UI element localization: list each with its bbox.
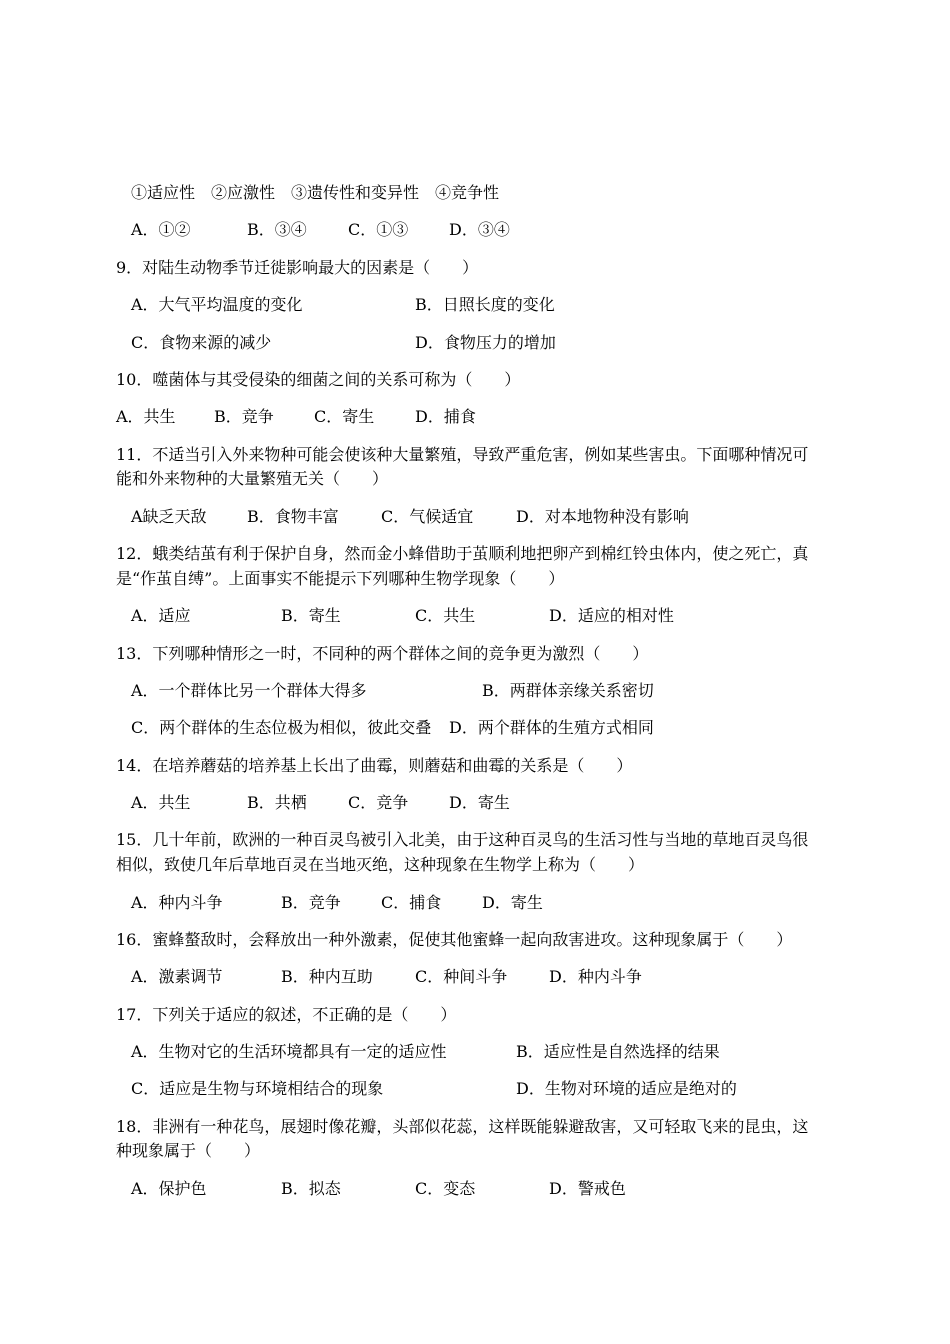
q15-option-b: B．竞争 [281,893,341,912]
q12-stem-line1: 12．蛾类结茧有利于保护自身，然而金小蜂借助于茧顺利地把卵产到棉红铃虫体内，使之死亡，真 [116,544,809,563]
q10-option-a: A．共生 [116,407,176,426]
q13-stem: 13．下列哪种情形之一时，不同种的两个群体之间的竞争更为激烈（ ） [116,644,649,663]
q9-option-a: A．大气平均温度的变化 [131,295,303,314]
q9-option-d: D．食物压力的增加 [415,333,556,352]
q14-option-b: B．共栖 [247,793,307,812]
q10-stem: 10．噬菌体与其受侵染的细菌之间的关系可称为（ ） [116,370,521,389]
q15-option-a: A．种内斗争 [131,893,223,912]
q12-option-c: C．共生 [415,606,476,625]
q17-option-c: C．适应是生物与环境相结合的现象 [131,1079,384,1098]
q11-stem-line2: 能和外来物种的大量繁殖无关（ ） [116,469,389,488]
q17-stem: 17．下列关于适应的叙述，不正确的是（ ） [116,1005,457,1024]
q18-option-d: D．警戒色 [549,1179,626,1198]
q16-option-a: A．激素调节 [131,967,223,986]
q16-option-b: B．种内互助 [281,967,373,986]
q10-option-c: C．寄生 [314,407,375,426]
q8-items: ①适应性 ②应激性 ③遗传性和变异性 ④竞争性 [131,183,500,202]
q8-option-a: A．①② [131,220,191,239]
q11-option-c: C．气候适宜 [381,507,474,526]
q8-option-b: B．③④ [247,220,307,239]
q17-option-a: A．生物对它的生活环境都具有一定的适应性 [131,1042,447,1061]
q16-option-d: D．种内斗争 [549,967,642,986]
q14-option-a: A．共生 [131,793,191,812]
q17-option-b: B．适应性是自然选择的结果 [516,1042,720,1061]
q9-stem: 9．对陆生动物季节迁徙影响最大的因素是（ ） [116,258,479,277]
q18-stem-line2: 种现象属于（ ） [116,1141,261,1160]
q11-stem-line1: 11．不适当引入外来物种可能会使该种大量繁殖，导致严重危害，例如某些害虫。下面哪种情况可 [116,445,809,464]
q11-option-a: A缺乏天敌 [131,507,207,526]
q12-option-d: D．适应的相对性 [549,606,674,625]
q9-option-c: C．食物来源的减少 [131,333,272,352]
q13-option-d: D．两个群体的生殖方式相同 [449,718,654,737]
q15-option-d: D．寄生 [482,893,543,912]
q12-stem-line2: 是“作茧自缚”。上面事实不能提示下列哪种生物学现象（ ） [116,569,565,588]
q8-option-c: C．①③ [348,220,409,239]
q14-option-c: C．竞争 [348,793,409,812]
q8-option-d: D．③④ [449,220,510,239]
q14-option-d: D．寄生 [449,793,510,812]
q16-option-c: C．种间斗争 [415,967,508,986]
q18-option-c: C．变态 [415,1179,476,1198]
q9-option-b: B．日照长度的变化 [415,295,555,314]
q13-option-c: C．两个群体的生态位极为相似，彼此交叠 [131,718,432,737]
q11-option-b: B．食物丰富 [247,507,339,526]
q12-option-a: A．适应 [131,606,191,625]
q12-option-b: B．寄生 [281,606,341,625]
q10-option-b: B．竞争 [214,407,274,426]
q15-option-c: C．捕食 [381,893,442,912]
q18-stem-line1: 18．非洲有一种花鸟，展翅时像花瓣，头部似花蕊，这样既能躲避敌害，又可轻取飞来的昆虫，这 [116,1117,809,1136]
q11-option-d: D．对本地物种没有影响 [516,507,689,526]
q15-stem-line2: 相似，致使几年后草地百灵在当地灭绝，这种现象在生物学上称为（ ） [116,855,645,874]
q14-stem: 14．在培养蘑菇的培养基上长出了曲霉，则蘑菇和曲霉的关系是（ ） [116,756,633,775]
q13-option-a: A．一个群体比另一个群体大得多 [131,681,367,700]
q18-option-b: B．拟态 [281,1179,341,1198]
q18-option-a: A．保护色 [131,1179,207,1198]
q17-option-d: D．生物对环境的适应是绝对的 [516,1079,737,1098]
q10-option-d: D．捕食 [415,407,476,426]
q16-stem: 16．蜜蜂螯敌时，会释放出一种外激素，促使其他蜜蜂一起向敌害进攻。这种现象属于（ ） [116,930,793,949]
q13-option-b: B．两群体亲缘关系密切 [482,681,654,700]
q15-stem-line1: 15．几十年前，欧洲的一种百灵鸟被引入北美，由于这种百灵鸟的生活习性与当地的草地百灵鸟很 [116,830,809,849]
